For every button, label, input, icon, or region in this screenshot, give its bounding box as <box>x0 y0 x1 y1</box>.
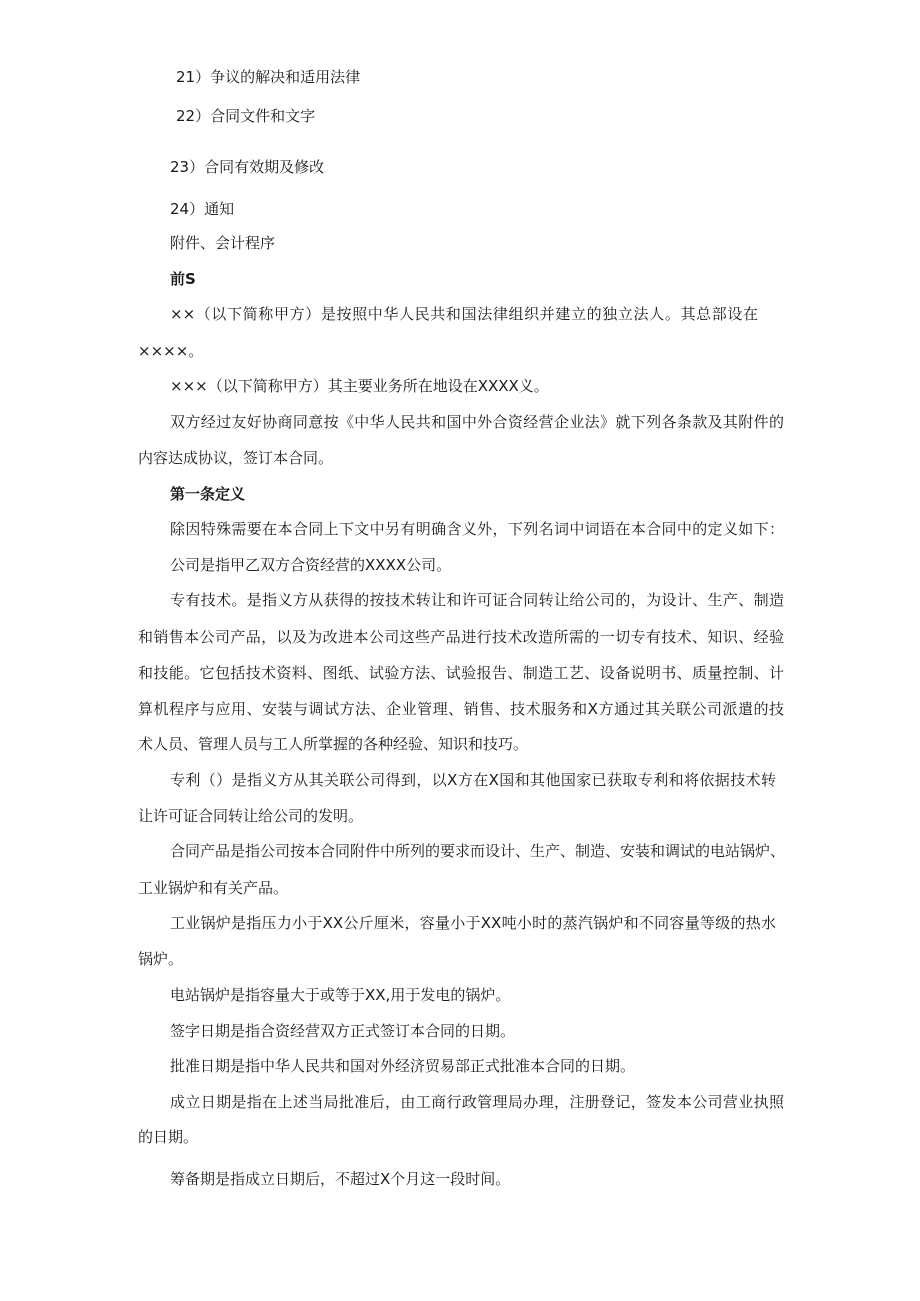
definition-industrial-boiler-line-1: 工业锅炉是指压力小于XX公斤厘米，容量小于XX吨小时的蒸汽锅炉和不同容量等级的热水 <box>170 914 776 932</box>
definition-power-boiler: 电站锅炉是指容量大于或等于XX,用于发电的锅炉。 <box>170 986 511 1004</box>
definition-establish-date-line-1: 成立日期是指在上述当局批准后，由工商行政管理局办理，注册登记，签发本公司营业执照 <box>170 1093 784 1111</box>
definition-product-line-2: 工业锅炉和有关产品。 <box>138 879 289 897</box>
definition-know-how-line-2: 和销售本公司产品，以及为改进本公司这些产品进行技术改造所需的一切专有技术、知识、经验 <box>138 628 784 646</box>
definition-signing-date: 签字日期是指合资经营双方正式签订本合同的日期。 <box>170 1022 516 1040</box>
definition-know-how-line-4: 算机程序与应用、安装与调试方法、企业管理、销售、技术服务和X方通过其关联公司派遣的技 <box>138 700 784 718</box>
preface-paragraph-3-cont: 内容达成协议，签订本合同。 <box>138 449 334 467</box>
toc-item-appendix: 附件、会计程序 <box>170 234 276 252</box>
definition-company: 公司是指甲乙双方合资经营的XXXX公司。 <box>170 556 452 574</box>
definition-patent-line-1: 专利（）是指义方从其关联公司得到，以X方在X国和其他国家已获取专利和将依据技术转 <box>170 771 776 789</box>
toc-item-24: 24）通知 <box>170 200 235 218</box>
definition-patent-line-2: 让许可证合同转让给公司的发明。 <box>138 807 364 825</box>
definition-industrial-boiler-line-2: 锅炉。 <box>138 950 184 968</box>
article-1-heading: 第一条定义 <box>170 485 246 503</box>
definition-know-how-line-1: 专有技术。是指义方从获得的按技术转让和许可证合同转让给公司的，为设计、生产、制造 <box>170 591 784 609</box>
definition-prep-period: 筹备期是指成立日期后，不超过X个月这一段时间。 <box>170 1170 511 1188</box>
definition-product-line-1: 合同产品是指公司按本合同附件中所列的要求而设计、生产、制造、安装和调试的电站锅炉、 <box>170 842 786 860</box>
toc-item-21: 21）争议的解决和适用法律 <box>176 68 361 86</box>
definition-approval-date: 批准日期是指中华人民共和国对外经济贸易部正式批准本合同的日期。 <box>170 1057 636 1075</box>
definitions-intro: 除因特殊需要在本合同上下文中另有明确含义外，下列名词中词语在本合同中的定义如下： <box>170 520 784 538</box>
toc-item-22: 22）合同文件和文字 <box>176 107 316 125</box>
preface-heading: 前S <box>170 270 196 288</box>
definition-know-how-line-3: 和技能。它包括技术资料、图纸、试验方法、试验报告、制造工艺、设备说明书、质量控制、计 <box>138 664 784 682</box>
definition-know-how-line-5: 术人员、管理人员与工人所掌握的各种经验、知识和技巧。 <box>138 735 529 753</box>
preface-paragraph-1-cont: ××××。 <box>138 342 204 360</box>
toc-item-23: 23）合同有效期及修改 <box>170 158 325 176</box>
preface-paragraph-1: ××（以下简称甲方）是按照中华人民共和国法律组织并建立的独立法人。其总部设在 <box>170 305 758 323</box>
preface-paragraph-2: ×××（以下简称甲方）其主要业务所在地设在XXXX义。 <box>170 377 549 395</box>
preface-paragraph-3: 双方经过友好协商同意按《中华人民共和国中外合资经营企业法》就下列各条款及其附件的 <box>170 413 784 431</box>
definition-establish-date-line-2: 的日期。 <box>138 1128 199 1146</box>
